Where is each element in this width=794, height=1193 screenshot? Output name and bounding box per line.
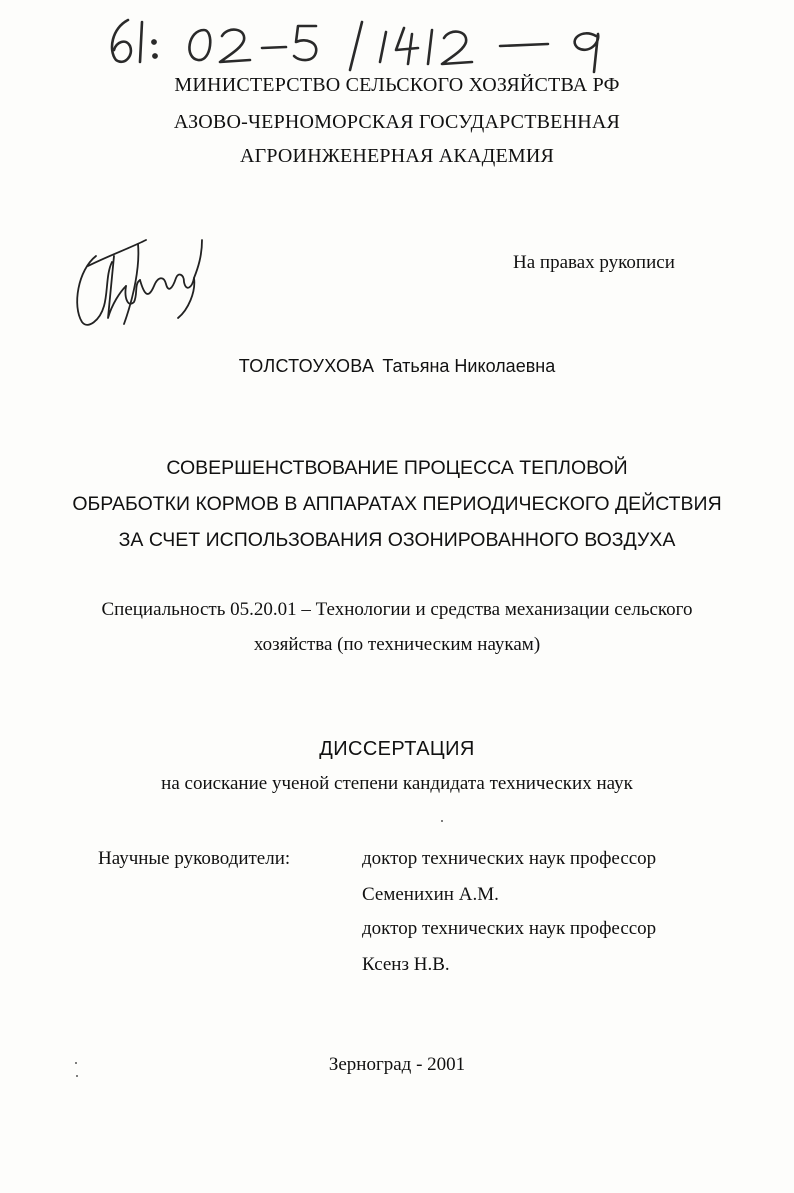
specialty-line-1: Специальность 05.20.01 – Технологии и средства механизации сельского	[101, 599, 693, 620]
rights-note: На правах рукописи	[513, 252, 675, 273]
scan-speck	[76, 1075, 78, 1077]
author-name	[0, 356, 794, 378]
thesis-title-line-1: СОВЕРШЕНСТВОВАНИЕ ПРОЦЕССА ТЕПЛОВОЙ	[166, 457, 628, 479]
supervisor-2-degree: доктор технических наук профессор	[362, 918, 657, 939]
author-surname: ТОЛСТОУХОВА	[238, 356, 375, 376]
supervisors-label: Научные руководители:	[98, 848, 291, 869]
author-given-names: Татьяна Николаевна	[382, 356, 556, 376]
thesis-title-line-2: ОБРАБОТКИ КОРМОВ В АППАРАТАХ ПЕРИОДИЧЕСКОГО ДЕЙСТВИЯ	[72, 493, 722, 515]
scan-speck	[441, 820, 443, 822]
organization-line-3: АГРОИНЖЕНЕРНАЯ АКАДЕМИЯ	[239, 145, 555, 167]
thesis-title-line-3: ЗА СЧЕТ ИСПОЛЬЗОВАНИЯ ОЗОНИРОВАННОГО ВОЗДУХА	[118, 529, 676, 551]
scan-speck	[75, 1062, 77, 1064]
organization-line-2: АЗОВО-ЧЕРНОМОРСКАЯ ГОСУДАРСТВЕННАЯ	[173, 111, 621, 133]
organization-line-1: МИНИСТЕРСТВО СЕЛЬСКОГО ХОЗЯЙСТВА РФ	[174, 74, 620, 96]
handwritten-archive-code	[0, 0, 794, 80]
specialty-line-2: хозяйства (по техническим наукам)	[253, 634, 541, 655]
degree-sought: на соискание ученой степени кандидата технических наук	[161, 773, 633, 794]
city-year: Зерноград - 2001	[328, 1054, 466, 1075]
supervisor-1-degree: доктор технических наук профессор	[362, 848, 657, 869]
document-type: ДИССЕРТАЦИЯ	[319, 738, 475, 760]
supervisor-2-name: Ксенз Н.В.	[362, 954, 450, 975]
supervisor-1-name: Семенихин А.М.	[362, 884, 499, 905]
signature	[68, 226, 208, 336]
